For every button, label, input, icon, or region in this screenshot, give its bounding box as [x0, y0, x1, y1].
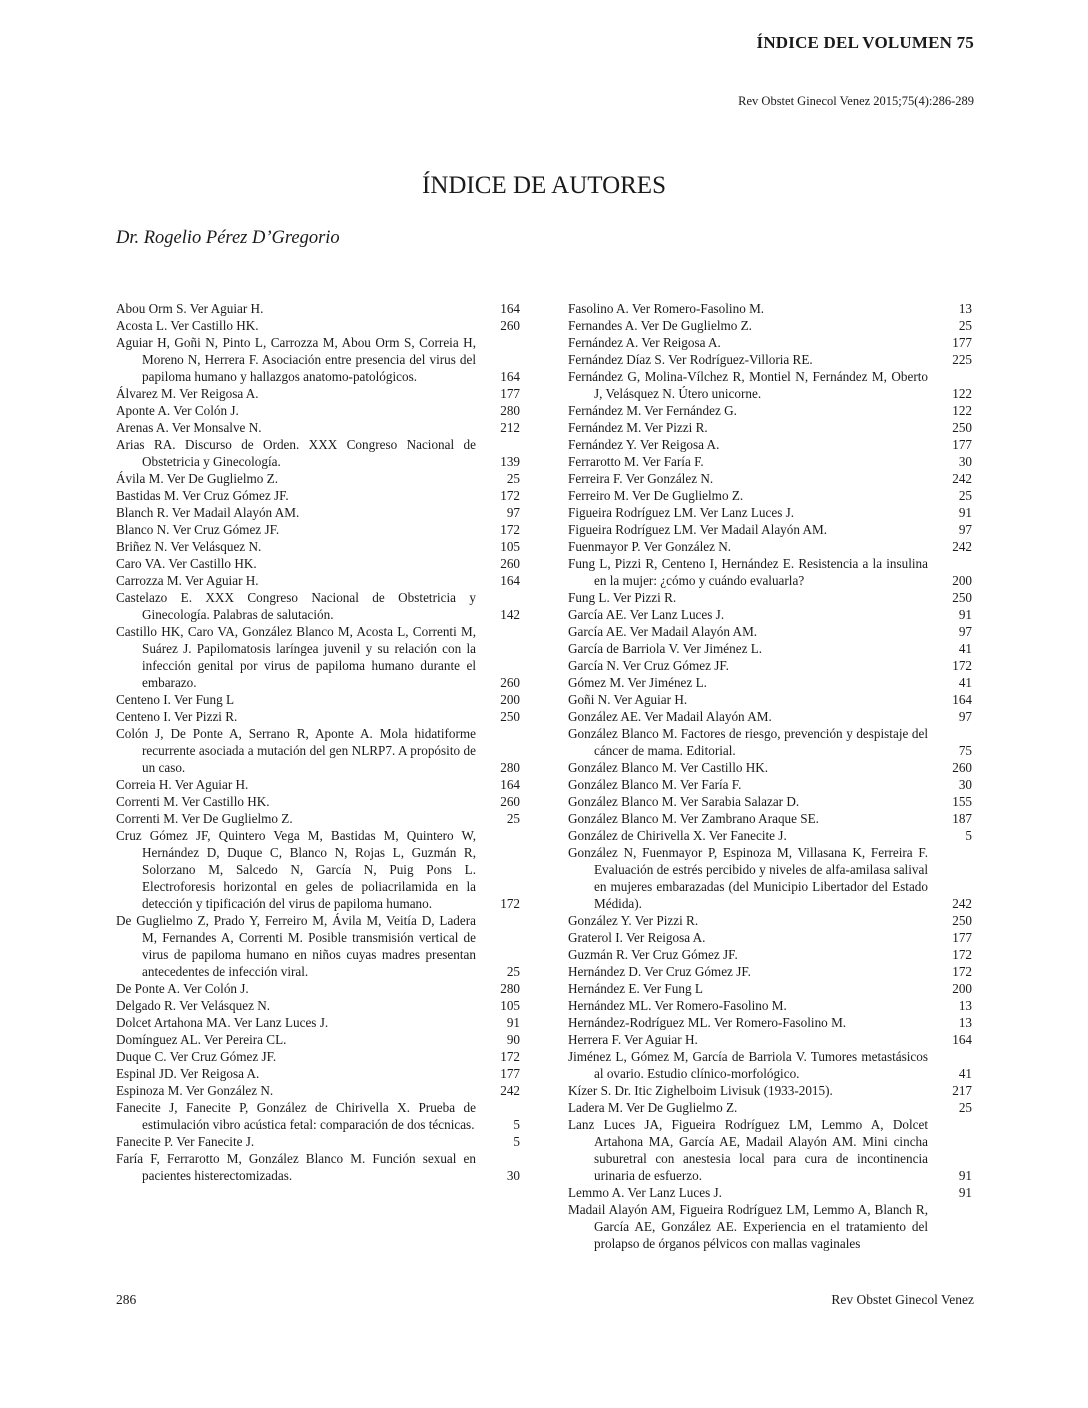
entry-page: 260 [500, 794, 520, 809]
entry-page: 97 [958, 624, 972, 639]
entry-text: Graterol I. Ver Reigosa A. [568, 930, 706, 945]
entry-text: Fasolino A. Ver Romero-Fasolino M. [568, 301, 765, 316]
index-entry [116, 691, 520, 708]
entry-text: Fernandes A. Ver De Guglielmo Z. [568, 318, 752, 333]
entry-page: 5 [513, 1134, 520, 1149]
index-column-left [116, 300, 520, 1184]
entry-text: Ávila M. Ver De Guglielmo Z. [116, 471, 279, 486]
entry-page: 91 [506, 1015, 520, 1030]
entry-page: 177 [952, 335, 972, 350]
index-entry [568, 334, 972, 351]
index-entry [116, 708, 520, 725]
entry-text: Jiménez L, Gómez M, García de Barriola V. Tumores metastásicos al ovario. Estudio clínico-morfológico. [568, 1049, 928, 1081]
index-entry [568, 946, 972, 963]
entry-text: Goñi N. Ver Aguiar H. [568, 692, 688, 707]
index-entry [116, 1014, 520, 1031]
entry-text: Espinoza M. Ver González N. [116, 1083, 274, 1098]
entry-page: 97 [506, 505, 520, 520]
index-entry [568, 963, 972, 980]
index-entry [116, 623, 520, 691]
index-entry [116, 1150, 520, 1184]
index-entry [116, 1048, 520, 1065]
index-entry [116, 997, 520, 1014]
index-entry [568, 1201, 972, 1252]
entry-page: 177 [952, 930, 972, 945]
index-entry [568, 980, 972, 997]
entry-page: 200 [952, 573, 972, 588]
index-entry [568, 317, 972, 334]
entry-page: 260 [500, 318, 520, 333]
entry-text: Álvarez M. Ver Reigosa A. [116, 386, 259, 401]
index-entry [568, 623, 972, 640]
entry-text: Lanz Luces JA, Figueira Rodríguez LM, Lemmo A, Dolcet Artahona MA, García AE, Madail Alayón AM. Mini cincha suburetral con anestesia local para cura de incontinencia urinaria de esfuerzo. [568, 1117, 928, 1183]
index-entry [568, 674, 972, 691]
entry-page: 13 [958, 1015, 972, 1030]
index-entry [568, 827, 972, 844]
entry-text: Lemmo A. Ver Lanz Luces J. [568, 1185, 722, 1200]
entry-page: 242 [952, 896, 972, 911]
index-entry [568, 759, 972, 776]
entry-page: 172 [952, 964, 972, 979]
entry-page: 242 [952, 539, 972, 554]
entry-text: Colón J, De Ponte A, Serrano R, Aponte A. Mola hidatiforme recurrente asociada a mutación del gen NLRP7. A propósito de un caso. [116, 726, 476, 775]
index-entry [568, 1031, 972, 1048]
entry-page: 91 [958, 1168, 972, 1183]
index-entry [568, 300, 972, 317]
entry-text: Fernández A. Ver Reigosa A. [568, 335, 721, 350]
entry-text: García AE. Ver Madail Alayón AM. [568, 624, 758, 639]
index-entry [568, 419, 972, 436]
entry-page: 250 [952, 590, 972, 605]
entry-text: Fanecite P. Ver Fanecite J. [116, 1134, 255, 1149]
index-entry [116, 317, 520, 334]
entry-text: Fuenmayor P. Ver González N. [568, 539, 732, 554]
entry-text: Dolcet Artahona MA. Ver Lanz Luces J. [116, 1015, 329, 1030]
index-entry [116, 300, 520, 317]
entry-page: 25 [958, 488, 972, 503]
index-entry [116, 470, 520, 487]
entry-text: González Blanco M. Ver Faría F. [568, 777, 742, 792]
author-name: Dr. Rogelio Pérez D’Gregorio [116, 228, 340, 248]
index-entry [568, 368, 972, 402]
entry-page: 13 [958, 301, 972, 316]
entry-page: 25 [506, 964, 520, 979]
index-entry [568, 997, 972, 1014]
entry-text: González de Chirivella X. Ver Fanecite J. [568, 828, 787, 843]
entry-page: 280 [500, 981, 520, 996]
index-entry [568, 810, 972, 827]
entry-text: González Blanco M. Ver Zambrano Araque SE. [568, 811, 819, 826]
entry-page: 242 [500, 1083, 520, 1098]
index-entry [568, 606, 972, 623]
entry-page: 217 [952, 1083, 972, 1098]
entry-text: Faría F, Ferrarotto M, González Blanco M. Función sexual en pacientes histerectomizadas. [116, 1151, 476, 1183]
index-entry [116, 810, 520, 827]
index-column-right [568, 300, 972, 1252]
entry-page: 105 [500, 998, 520, 1013]
index-entry [568, 521, 972, 538]
entry-text: Aponte A. Ver Colón J. [116, 403, 239, 418]
entry-text: González Blanco M. Factores de riesgo, prevención y despistaje del cáncer de mama. Editorial. [568, 726, 928, 758]
entry-page: 122 [952, 403, 972, 418]
index-entry [116, 1031, 520, 1048]
index-entry [568, 538, 972, 555]
entry-page: 97 [958, 522, 972, 537]
entry-page: 41 [958, 641, 972, 656]
entry-text: Aguiar H, Goñi N, Pinto L, Carrozza M, Abou Orm S, Correia H, Moreno N, Herrera F. Asociación entre presencia del virus del papiloma humano y hallazgos anatomo-patológicos. [116, 335, 476, 384]
entry-text: Acosta L. Ver Castillo HK. [116, 318, 259, 333]
entry-text: Madail Alayón AM, Figueira Rodríguez LM, Lemmo A, Blanch R, García AE, González AE. Experiencia en el tratamiento del prolapso de órganos pélvicos con mallas vaginales [568, 1202, 928, 1251]
index-entry [116, 793, 520, 810]
index-entry [116, 419, 520, 436]
entry-text: Hernández D. Ver Cruz Gómez JF. [568, 964, 751, 979]
entry-page: 30 [958, 454, 972, 469]
entry-page: 139 [500, 454, 520, 469]
entry-text: Arenas A. Ver Monsalve N. [116, 420, 262, 435]
entry-text: Correnti M. Ver Castillo HK. [116, 794, 270, 809]
entry-page: 155 [952, 794, 972, 809]
index-entry [568, 1184, 972, 1201]
entry-text: Centeno I. Ver Pizzi R. [116, 709, 238, 724]
entry-page: 97 [958, 709, 972, 724]
entry-page: 164 [500, 369, 520, 384]
index-entry [568, 929, 972, 946]
entry-page: 260 [500, 556, 520, 571]
entry-page: 25 [506, 811, 520, 826]
entry-page: 212 [500, 420, 520, 435]
index-entry [568, 640, 972, 657]
entry-page: 260 [952, 760, 972, 775]
entry-text: Duque C. Ver Cruz Gómez JF. [116, 1049, 277, 1064]
index-entry [116, 402, 520, 419]
index-entry [116, 334, 520, 385]
entry-text: Correnti M. Ver De Guglielmo Z. [116, 811, 293, 826]
entry-text: Briñez N. Ver Velásquez N. [116, 539, 262, 554]
index-entry [568, 470, 972, 487]
index-entry [568, 402, 972, 419]
index-entry [568, 504, 972, 521]
index-entry [116, 912, 520, 980]
index-entry [568, 708, 972, 725]
entry-text: Herrera F. Ver Aguiar H. [568, 1032, 698, 1047]
entry-page: 25 [958, 1100, 972, 1115]
entry-page: 187 [952, 811, 972, 826]
entry-text: Carrozza M. Ver Aguiar H. [116, 573, 259, 588]
index-entry [568, 844, 972, 912]
entry-page: 177 [500, 386, 520, 401]
index-entry [568, 793, 972, 810]
entry-page: 41 [958, 675, 972, 690]
index-entry [116, 1082, 520, 1099]
entry-text: Domínguez AL. Ver Pereira CL. [116, 1032, 287, 1047]
index-entry [568, 487, 972, 504]
footer-journal: Rev Obstet Ginecol Venez [831, 1292, 974, 1307]
entry-page: 172 [952, 947, 972, 962]
entry-text: Arias RA. Discurso de Orden. XXX Congreso Nacional de Obstetricia y Ginecología. [116, 437, 476, 469]
entry-text: García N. Ver Cruz Gómez JF. [568, 658, 729, 673]
index-entry [116, 1133, 520, 1150]
index-entry [116, 504, 520, 521]
index-entry [116, 385, 520, 402]
entry-text: Ferrarotto M. Ver Faría F. [568, 454, 704, 469]
entry-text: García AE. Ver Lanz Luces J. [568, 607, 725, 622]
entry-text: González Y. Ver Pizzi R. [568, 913, 699, 928]
entry-text: García de Barriola V. Ver Jiménez L. [568, 641, 763, 656]
entry-page: 30 [958, 777, 972, 792]
entry-text: Delgado R. Ver Velásquez N. [116, 998, 271, 1013]
entry-text: Kízer S. Dr. Itic Zighelboim Livisuk (1933-2015). [568, 1083, 833, 1098]
index-entry [568, 657, 972, 674]
entry-page: 122 [952, 386, 972, 401]
entry-text: Cruz Gómez JF, Quintero Vega M, Bastidas M, Quintero W, Hernández D, Duque C, Blanco N, Rojas L, Guzmán R, Solorzano M, Salcedo N, García N, Puig Pons L. Electroforesis horizontal en geles de poliacrilamida en la detección y tipificación del virus de papiloma humano. [116, 828, 476, 911]
index-entry [116, 1065, 520, 1082]
index-entry [116, 572, 520, 589]
entry-page: 75 [958, 743, 972, 758]
index-entry [116, 589, 520, 623]
entry-text: Fanecite J, Fanecite P, González de Chirivella X. Prueba de estimulación vibro acústica fetal: comparación de dos técnicas. [116, 1100, 476, 1132]
entry-page: 260 [500, 675, 520, 690]
entry-text: Castillo HK, Caro VA, González Blanco M, Acosta L, Correnti M, Suárez J. Papilomatosis laríngea juvenil y su relación con la infección genital por virus de papiloma humano durante el embarazo. [116, 624, 476, 690]
entry-text: Abou Orm S. Ver Aguiar H. [116, 301, 264, 316]
entry-text: González Blanco M. Ver Castillo HK. [568, 760, 769, 775]
entry-text: Ferreiro M. Ver De Guglielmo Z. [568, 488, 744, 503]
entry-page: 172 [500, 896, 520, 911]
entry-text: Castelazo E. XXX Congreso Nacional de Obstetricia y Ginecología. Palabras de salutación. [116, 590, 476, 622]
entry-page: 91 [958, 607, 972, 622]
entry-text: Centeno I. Ver Fung L [116, 692, 235, 707]
entry-text: Hernández-Rodríguez ML. Ver Romero-Fasolino M. [568, 1015, 847, 1030]
entry-page: 164 [952, 1032, 972, 1047]
entry-text: Guzmán R. Ver Cruz Gómez JF. [568, 947, 738, 962]
index-entry [568, 1116, 972, 1184]
entry-page: 177 [952, 437, 972, 452]
entry-text: Correia H. Ver Aguiar H. [116, 777, 249, 792]
index-entry [116, 538, 520, 555]
entry-text: Fernández G, Molina-Vílchez R, Montiel N, Fernández M, Oberto J, Velásquez N. Útero unicorne. [568, 369, 928, 401]
index-entry [568, 1082, 972, 1099]
entry-text: Fung L, Pizzi R, Centeno I, Hernández E. Resistencia a la insulina en la mujer: ¿cómo y cuándo evaluarla? [568, 556, 928, 588]
entry-text: Figueira Rodríguez LM. Ver Lanz Luces J. [568, 505, 795, 520]
page-title: ÍNDICE DE AUTORES [422, 172, 666, 199]
entry-text: Caro VA. Ver Castillo HK. [116, 556, 257, 571]
entry-text: De Ponte A. Ver Colón J. [116, 981, 249, 996]
index-entry [116, 436, 520, 470]
entry-page: 200 [500, 692, 520, 707]
entry-text: Fernández Y. Ver Reigosa A. [568, 437, 720, 452]
index-entry [568, 1014, 972, 1031]
index-entry [568, 589, 972, 606]
index-entry [568, 555, 972, 589]
entry-page: 280 [500, 760, 520, 775]
entry-page: 25 [506, 471, 520, 486]
entry-page: 242 [952, 471, 972, 486]
page-number: 286 [116, 1292, 137, 1307]
entry-text: De Guglielmo Z, Prado Y, Ferreiro M, Ávila M, Veitía D, Ladera M, Fernandes A, Correnti M. Posible transmisión vertical de virus de papiloma humano en niños cuyas madres presentan antecedentes de infección viral. [116, 913, 476, 979]
entry-text: Blanco N. Ver Cruz Gómez JF. [116, 522, 280, 537]
entry-text: Blanch R. Ver Madail Alayón AM. [116, 505, 300, 520]
entry-text: Hernández ML. Ver Romero-Fasolino M. [568, 998, 787, 1013]
entry-page: 30 [506, 1168, 520, 1183]
index-entry [116, 521, 520, 538]
entry-page: 164 [500, 301, 520, 316]
entry-page: 13 [958, 998, 972, 1013]
entry-text: Gómez M. Ver Jiménez L. [568, 675, 707, 690]
index-entry [116, 776, 520, 793]
entry-text: Ladera M. Ver De Guglielmo Z. [568, 1100, 738, 1115]
entry-page: 172 [500, 488, 520, 503]
entry-page: 5 [965, 828, 972, 843]
entry-page: 164 [952, 692, 972, 707]
entry-page: 250 [500, 709, 520, 724]
index-entry [568, 776, 972, 793]
entry-page: 280 [500, 403, 520, 418]
index-entry [568, 1099, 972, 1116]
entry-page: 164 [500, 777, 520, 792]
index-entry [116, 827, 520, 912]
entry-page: 177 [500, 1066, 520, 1081]
entry-page: 172 [500, 522, 520, 537]
index-entry [568, 1048, 972, 1082]
index-entry [116, 555, 520, 572]
entry-page: 250 [952, 913, 972, 928]
index-entry [568, 691, 972, 708]
entry-text: Bastidas M. Ver Cruz Gómez JF. [116, 488, 289, 503]
entry-text: Espinal JD. Ver Reigosa A. [116, 1066, 260, 1081]
entry-page: 200 [952, 981, 972, 996]
entry-page: 164 [500, 573, 520, 588]
entry-page: 172 [500, 1049, 520, 1064]
index-entry [568, 351, 972, 368]
index-entry [568, 436, 972, 453]
index-entry [568, 725, 972, 759]
entry-page: 172 [952, 658, 972, 673]
entry-text: Hernández E. Ver Fung L [568, 981, 703, 996]
entry-text: Fernández Díaz S. Ver Rodríguez-Villoria RE. [568, 352, 813, 367]
entry-page: 225 [952, 352, 972, 367]
entry-page: 41 [958, 1066, 972, 1081]
index-entry [568, 912, 972, 929]
entry-page: 5 [513, 1117, 520, 1132]
entry-page: 105 [500, 539, 520, 554]
running-head: ÍNDICE DEL VOLUMEN 75 [756, 33, 974, 52]
entry-text: Fung L. Ver Pizzi R. [568, 590, 677, 605]
entry-page: 90 [506, 1032, 520, 1047]
index-entry [116, 725, 520, 776]
index-entry [116, 487, 520, 504]
index-entry [116, 980, 520, 997]
entry-page: 250 [952, 420, 972, 435]
entry-page: 142 [500, 607, 520, 622]
index-entry [568, 453, 972, 470]
journal-citation: Rev Obstet Ginecol Venez 2015;75(4):286-289 [738, 94, 974, 108]
entry-text: González Blanco M. Ver Sarabia Salazar D. [568, 794, 800, 809]
entry-text: Ferreira F. Ver González N. [568, 471, 714, 486]
entry-page: 25 [958, 318, 972, 333]
entry-text: González AE. Ver Madail Alayón AM. [568, 709, 772, 724]
entry-text: Figueira Rodríguez LM. Ver Madail Alayón AM. [568, 522, 828, 537]
entry-text: Fernández M. Ver Fernández G. [568, 403, 737, 418]
entry-page: 91 [958, 1185, 972, 1200]
entry-text: González N, Fuenmayor P, Espinoza M, Villasana K, Ferreira F. Evaluación de estrés percibido y niveles de alfa-amilasa salival en mujeres embarazadas (del Municipio Libertador del Estado Médida). [568, 845, 928, 911]
entry-text: Fernández M. Ver Pizzi R. [568, 420, 708, 435]
index-entry [116, 1099, 520, 1133]
entry-page: 91 [958, 505, 972, 520]
